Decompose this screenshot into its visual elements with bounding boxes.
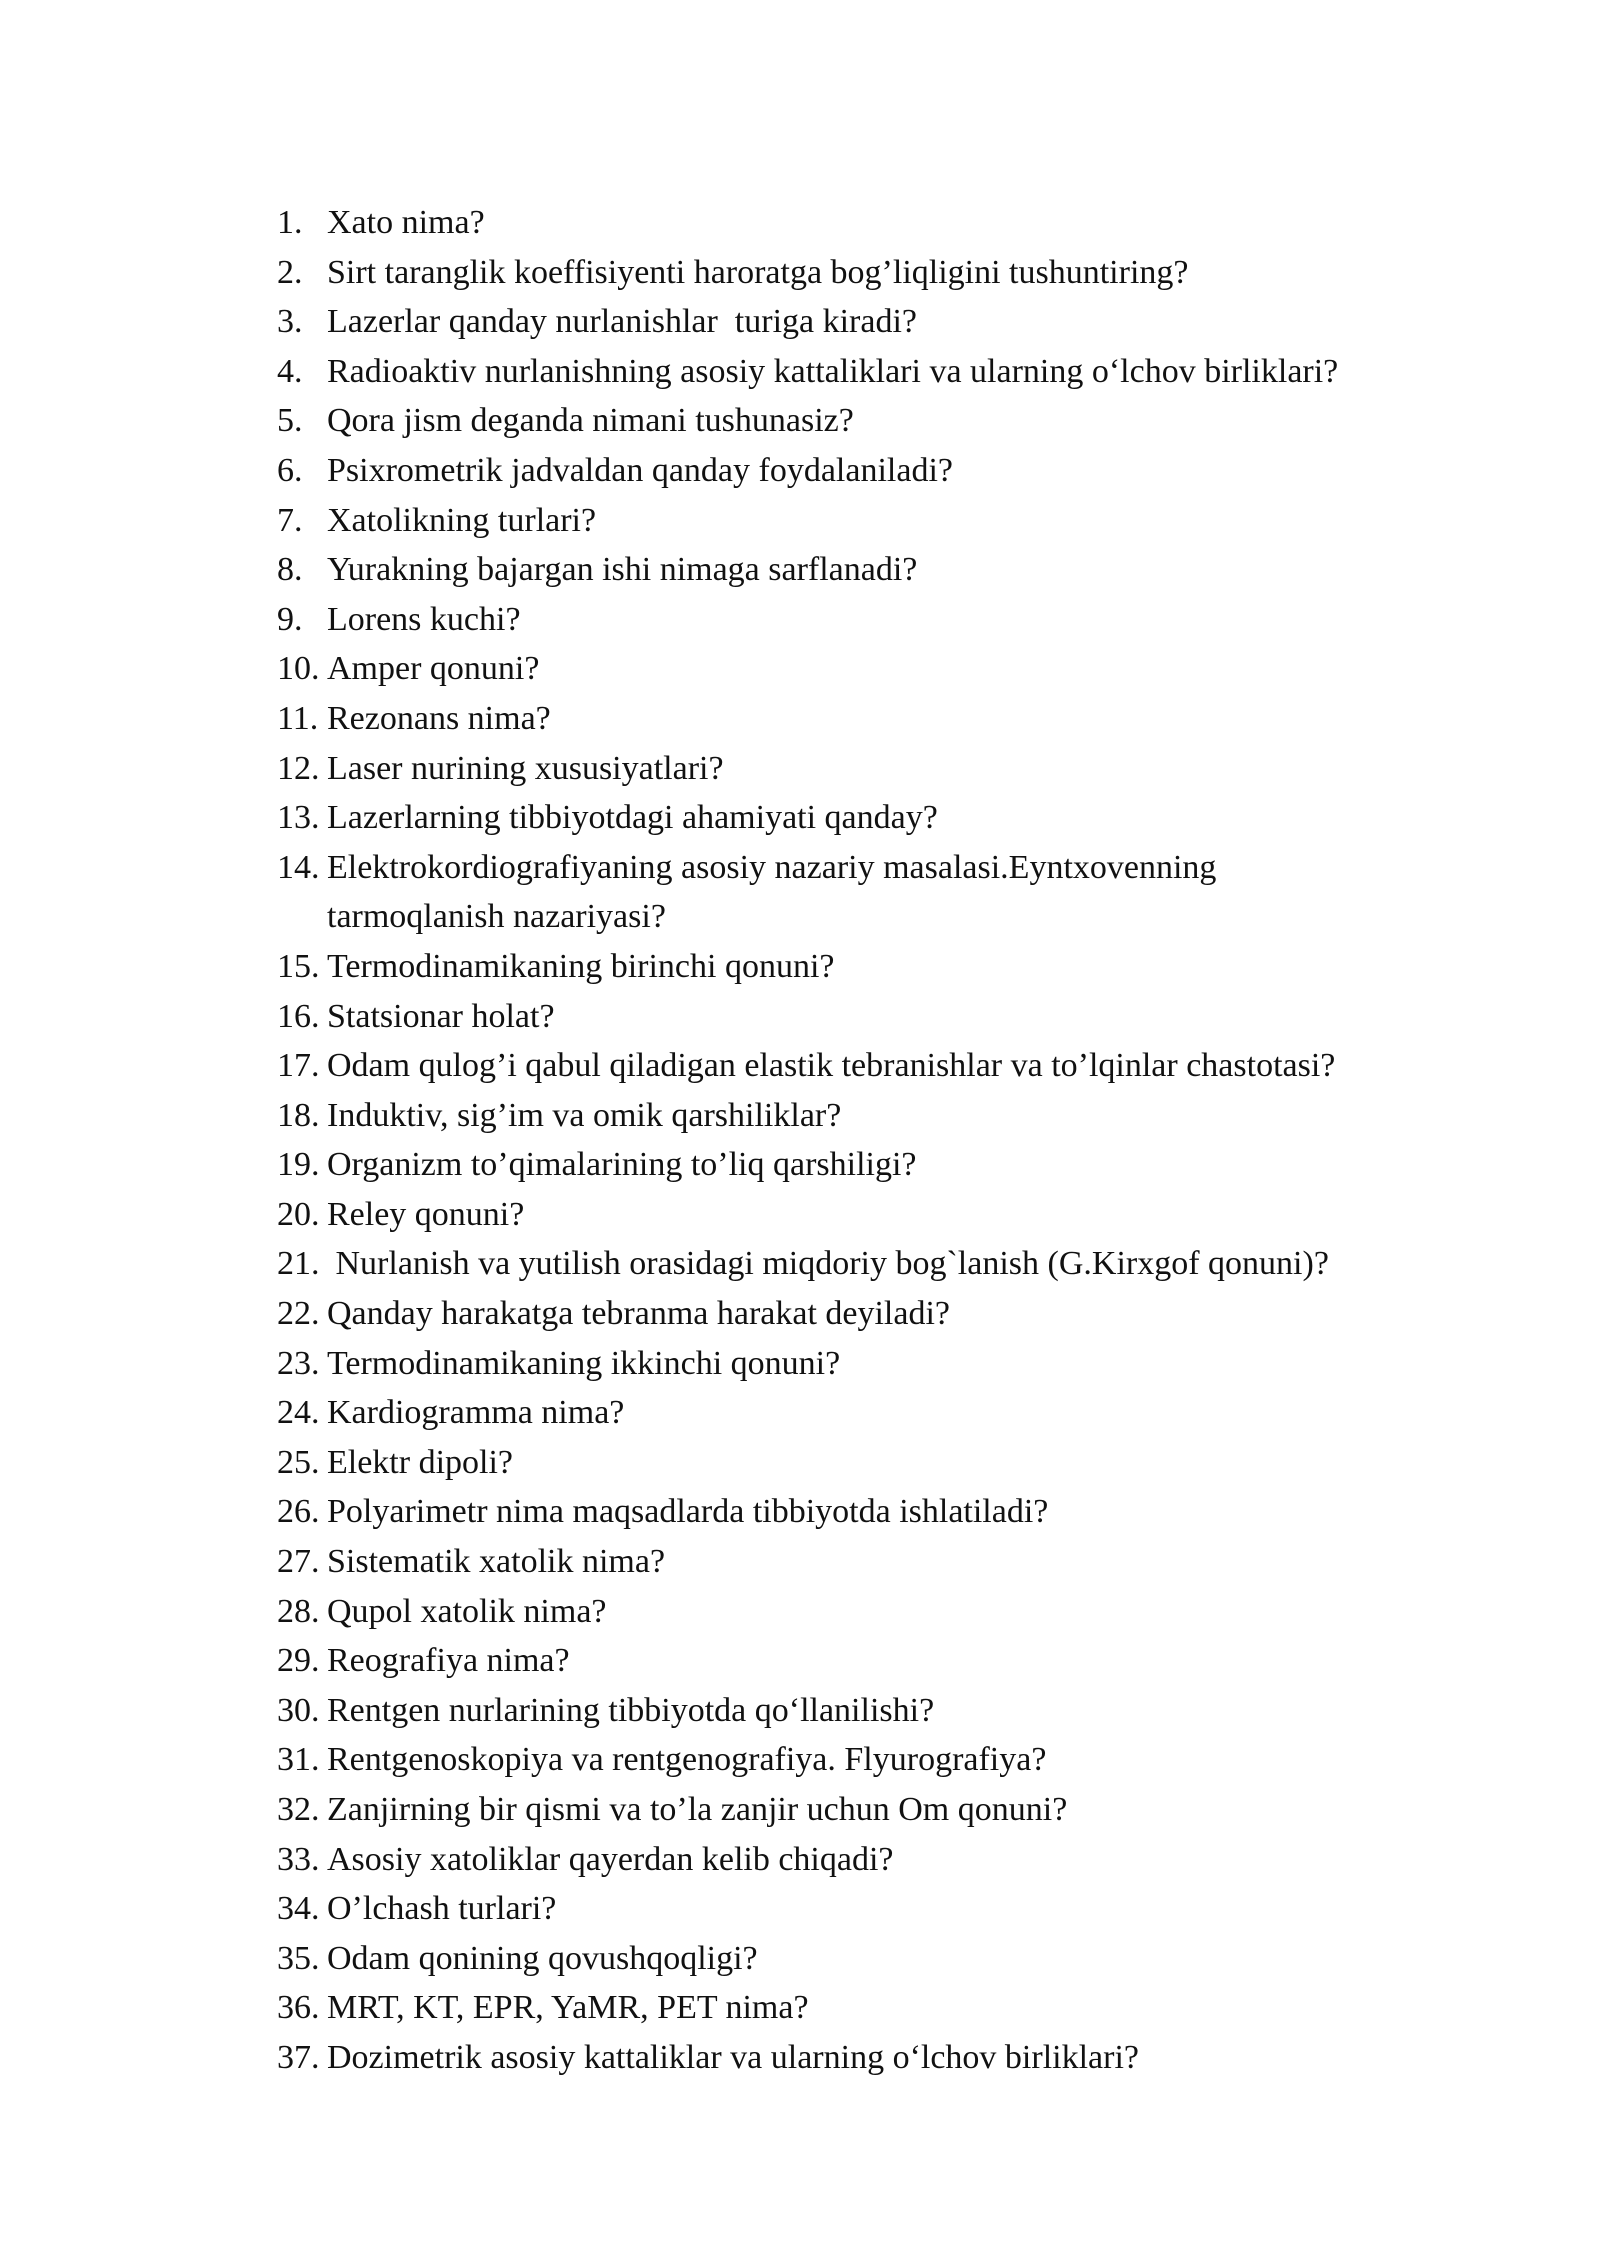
item-number: 18.: [277, 1096, 320, 1134]
item-text: Qupol xatolik nima?: [327, 1592, 607, 1630]
item-text: Termodinamikaning ikkinchi qonuni?: [327, 1344, 841, 1382]
item-number: 24.: [277, 1394, 320, 1432]
item-text: Qanday harakatga tebranma harakat deyiladi?: [327, 1295, 951, 1333]
list-item: [277, 248, 1477, 298]
item-text: Zanjirning bir qismi va to’la zanjir uchun Om qonuni?: [327, 1791, 1068, 1828]
item-number: 36.: [277, 1989, 320, 2027]
item-number: 14.: [277, 848, 320, 886]
item-number: 26.: [277, 1493, 320, 1531]
item-text: Organizm to’qimalarining to’liq qarshiligi?: [327, 1146, 917, 1184]
list-item: [277, 1835, 1477, 1885]
item-text: Rezonans nima?: [327, 699, 551, 737]
list-item: [277, 942, 1477, 992]
item-text: Termodinamikaning birinchi qonuni?: [327, 947, 835, 985]
list-item: [277, 694, 1477, 744]
item-number: 3.: [277, 303, 303, 341]
list-item: [277, 1983, 1477, 2033]
item-text: Kardiogramma nima?: [327, 1394, 625, 1432]
item-text: Yurakning bajargan ishi nimaga sarflanadi?: [327, 551, 918, 589]
list-item: [277, 1636, 1477, 1686]
list-item: [277, 1587, 1477, 1637]
list-item: [277, 198, 1477, 248]
list-item: [277, 644, 1477, 694]
item-number: 1.: [277, 204, 303, 241]
item-number: 7.: [277, 501, 303, 539]
list-item: [277, 1785, 1477, 1835]
item-text: Odam qonining qovushqoqligi?: [327, 1939, 758, 1977]
item-number: 27.: [277, 1543, 320, 1581]
question-list: [277, 198, 1477, 2083]
item-number: 6.: [277, 451, 303, 489]
item-text: Sirt taranglik koeffisiyenti haroratga bog’liqligini tushuntiring?: [327, 253, 1189, 291]
list-item: [277, 545, 1477, 595]
item-number: 4.: [277, 352, 303, 390]
list-item: [277, 347, 1477, 397]
item-text: MRT, KT, EPR, YaMR, PET nima?: [327, 1989, 809, 2027]
list-item: [277, 992, 1477, 1042]
item-number: 13.: [277, 799, 320, 837]
item-text: Radioaktiv nurlanishning asosiy kattaliklari va ularning oʻlchov birliklari?: [327, 352, 1339, 390]
list-item: [277, 1041, 1477, 1091]
item-text: Lazerlarning tibbiyotdagi ahamiyati qanday?: [327, 799, 938, 837]
item-number: 11.: [277, 699, 319, 737]
list-item: [277, 1339, 1477, 1389]
list-item: [277, 1388, 1477, 1438]
item-number: 2.: [277, 253, 303, 291]
list-item: [277, 1537, 1477, 1587]
item-number: 8.: [277, 551, 303, 589]
item-text: Elektrokordiografiyaning asosiy nazariy masalasi.Eyntxovenning tarmoqlanish nazariyasi?: [327, 848, 1217, 936]
item-number: 16.: [277, 997, 320, 1035]
list-item: [277, 1487, 1477, 1537]
list-item: [277, 595, 1477, 645]
list-item: [277, 1091, 1477, 1141]
item-number: 29.: [277, 1642, 320, 1680]
item-number: 21.: [277, 1245, 320, 1283]
list-item: [277, 1438, 1477, 1488]
item-number: 19.: [277, 1146, 320, 1184]
list-item: [277, 496, 1477, 546]
list-item: [277, 297, 1477, 347]
item-text: Amper qonuni?: [327, 650, 540, 688]
item-number: 17.: [277, 1047, 320, 1085]
item-text: Polyarimetr nima maqsadlarda tibbiyotda ishlatiladi?: [327, 1493, 1049, 1531]
item-text: Psixrometrik jadvaldan qanday foydalaniladi?: [327, 451, 953, 489]
item-text: Reley qonuni?: [327, 1195, 525, 1233]
item-text: Induktiv, sig’im va omik qarshiliklar?: [327, 1096, 842, 1134]
item-number: 37.: [277, 2038, 320, 2076]
item-text: Elektr dipoli?: [327, 1443, 514, 1481]
item-text: O’lchash turlari?: [327, 1890, 557, 1928]
item-number: 25.: [277, 1443, 320, 1481]
item-text: Rentgen nurlarining tibbiyotda qoʻllanilishi?: [327, 1691, 935, 1729]
item-text: Rentgenoskopiya va rentgenografiya. Flyurografiya?: [327, 1741, 1047, 1779]
item-number: 23.: [277, 1344, 320, 1382]
list-item: [277, 1735, 1477, 1785]
item-text: Nurlanish va yutilish orasidagi miqdoriy bog`lanish (G.Kirxgof qonuni)?: [327, 1245, 1329, 1283]
item-text: Xatolikning turlari?: [327, 501, 597, 539]
item-number: 28.: [277, 1592, 320, 1630]
list-item: [277, 793, 1477, 843]
item-number: 22.: [277, 1295, 320, 1333]
item-number: 10.: [277, 650, 320, 688]
item-text: Qora jism deganda nimani tushunasiz?: [327, 402, 854, 440]
item-number: 32.: [277, 1791, 320, 1828]
item-number: 9.: [277, 600, 303, 638]
list-item: [277, 744, 1477, 794]
list-item: [277, 2033, 1477, 2083]
item-text: Reografiya nima?: [327, 1642, 570, 1680]
item-number: 31.: [277, 1741, 320, 1779]
item-number: 30.: [277, 1691, 320, 1729]
item-text: Statsionar holat?: [327, 997, 555, 1035]
list-item: [277, 1140, 1477, 1190]
item-text: Asosiy xatoliklar qayerdan kelib chiqadi?: [327, 1840, 894, 1878]
list-item: [277, 1190, 1477, 1240]
list-item: [277, 1239, 1477, 1289]
item-text: Laser nurining xususiyatlari?: [327, 749, 724, 787]
item-text: Xato nima?: [327, 204, 485, 241]
item-number: 15.: [277, 947, 320, 985]
item-number: 12.: [277, 749, 320, 787]
item-number: 20.: [277, 1195, 320, 1233]
item-number: 33.: [277, 1840, 320, 1878]
item-text: Odam qulog’i qabul qiladigan elastik tebranishlar va to’lqinlar chastotasi?: [327, 1047, 1336, 1085]
list-item: [277, 1934, 1477, 1984]
item-text: Lazerlar qanday nurlanishlar turiga kiradi?: [327, 303, 918, 341]
item-text: Sistematik xatolik nima?: [327, 1543, 666, 1581]
item-number: 35.: [277, 1939, 320, 1977]
list-item: [277, 1884, 1477, 1934]
item-text: Lorens kuchi?: [327, 600, 521, 638]
list-item: [277, 1289, 1477, 1339]
list-item: [277, 446, 1477, 496]
list-item: [277, 1686, 1477, 1736]
list-item: [277, 396, 1477, 446]
item-number: 34.: [277, 1890, 320, 1928]
item-number: 5.: [277, 402, 303, 440]
list-item: [277, 843, 1477, 942]
item-text: Dozimetrik asosiy kattaliklar va ularning oʻlchov birliklari?: [327, 2038, 1139, 2076]
